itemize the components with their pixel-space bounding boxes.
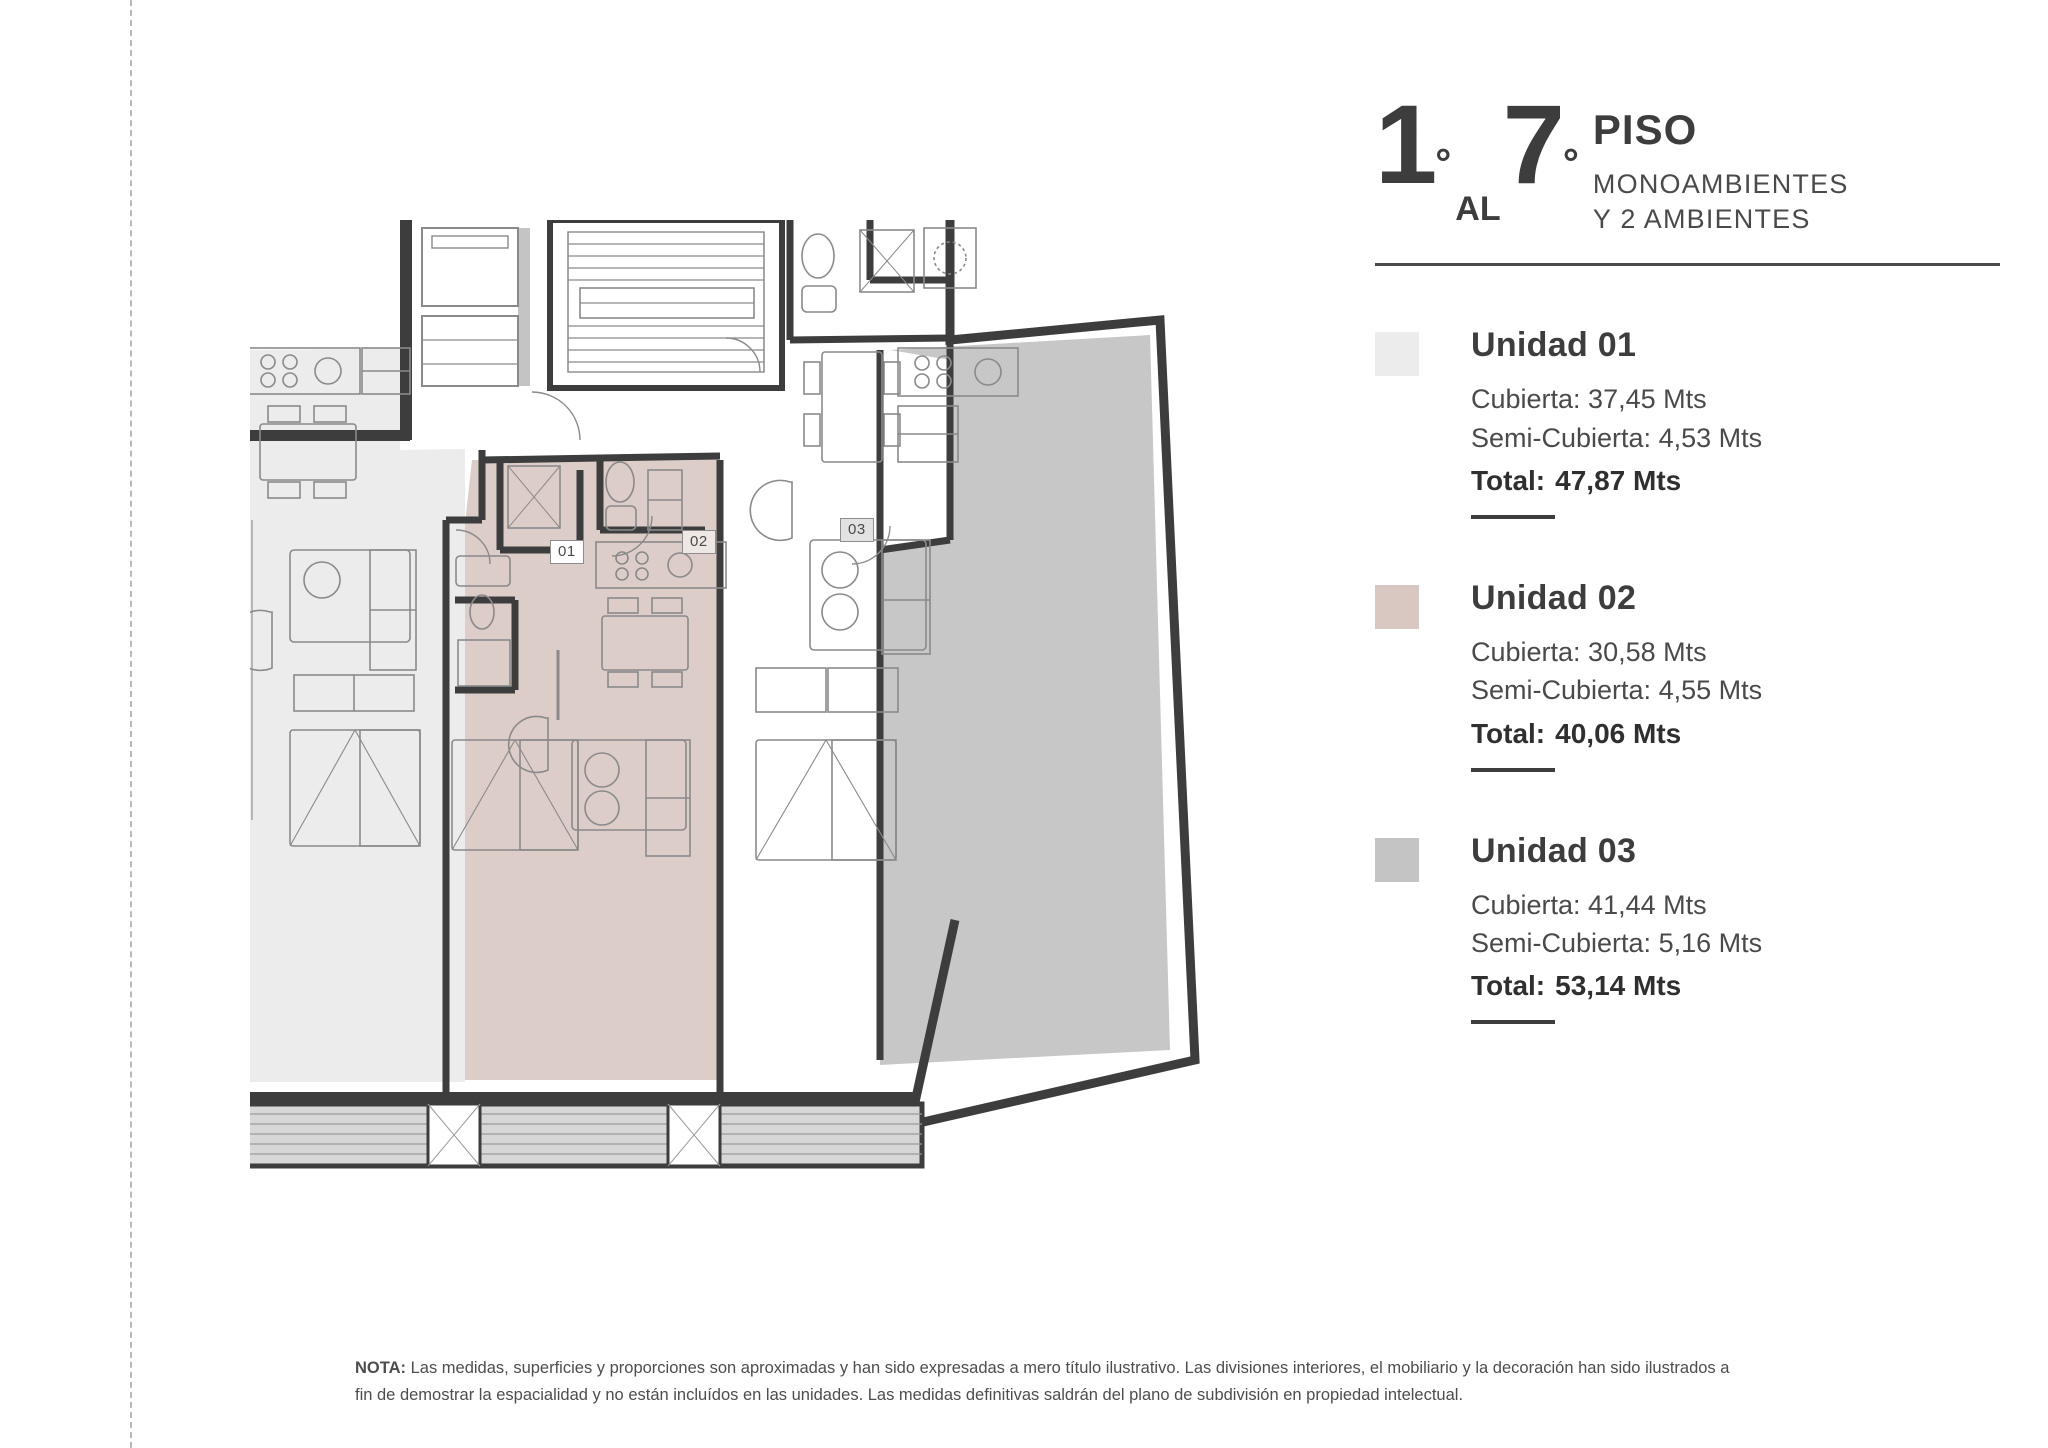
legend-swatch-unidad-03: [1375, 838, 1419, 882]
unit-03-area: [880, 335, 1170, 1065]
legend-item-unidad-03: [1375, 831, 1995, 1025]
footer-note: [355, 1355, 1745, 1409]
floor-from-number: 1: [1375, 82, 1436, 207]
footer-note-text: Las medidas, superficies y proporciones son aproximadas y han sido expresadas a mero título ilustrativo. Las divisiones interiores, el mobiliario y la decoración han sido ilustrados a fin de demostrar la espacialidad y no están incluídos en las unidades. Las medidas definitivas saldrán del plano de subdivisión en propiedad intelectual.: [355, 1359, 1730, 1405]
legend-cubierta-unidad-02: Cubierta: 30,58 Mts: [1471, 636, 1707, 667]
legend-total-unidad-01: [1471, 465, 1995, 497]
legend-swatch-unidad-01: [1375, 332, 1419, 376]
legend-title-unidad-03: Unidad 03: [1471, 831, 1637, 870]
floor-heading: [1375, 82, 1995, 237]
wall-segment: [250, 430, 410, 441]
legend-underline-02: [1471, 768, 1555, 772]
legend-total-unidad-02: [1471, 718, 1995, 750]
legend-semicubierta-unidad-01: Semi-Cubierta: 4,53 Mts: [1471, 422, 1763, 453]
legend-cubierta-unidad-03: Cubierta: 41,44 Mts: [1471, 889, 1707, 920]
legend-semicubierta-unidad-03: Semi-Cubierta: 5,16 Mts: [1471, 927, 1763, 958]
balcony-decking: [250, 1104, 922, 1166]
plan-tag-unit-03: 03: [840, 518, 874, 542]
legend-underline-03: [1471, 1020, 1555, 1024]
floor-to-number: 7: [1502, 82, 1563, 207]
subtitle-line-1: MONOAMBIENTES: [1592, 169, 1849, 199]
floor-to-group: [1502, 82, 1579, 207]
legend-title-unidad-01: Unidad 01: [1471, 326, 1637, 365]
floor-range-al: AL: [1455, 190, 1501, 229]
subtitle-line-2: Y 2 AMBIENTES: [1592, 204, 1811, 235]
legend-total-label-03: Total:: [1471, 970, 1546, 1002]
floor-plan-drawing: [250, 220, 1290, 1180]
fold-dashed-line: [130, 0, 132, 1448]
legend-item-unidad-01: [1375, 328, 1995, 519]
floor-from-group: [1375, 82, 1452, 207]
legend-total-unidad-03: [1471, 970, 1995, 1002]
plan-tag-unit-01: 01: [550, 540, 584, 564]
legend-underline-01: [1471, 515, 1555, 519]
legend-panel: [1375, 82, 1995, 1024]
legend-total-label-01: Total:: [1471, 464, 1546, 496]
legend-total-value-03: 53,14 Mts: [1555, 970, 1682, 1002]
legend-cubierta-unidad-01: Cubierta: 37,45 Mts: [1471, 384, 1707, 415]
legend-total-label-02: Total:: [1471, 717, 1546, 749]
legend-semicubierta-unidad-02: Semi-Cubierta: 4,55 Mts: [1471, 675, 1763, 706]
degree-symbol-2: °: [1562, 141, 1579, 186]
legend-title-unidad-02: Unidad 02: [1471, 578, 1637, 617]
core-area: [400, 220, 780, 450]
footer-note-prefix: NOTA:: [355, 1359, 407, 1377]
plan-tag-unit-02: 02: [682, 530, 716, 554]
degree-symbol-1: °: [1435, 141, 1452, 186]
unit-01-area: [250, 348, 465, 1082]
piso-label: PISO: [1592, 106, 1698, 153]
legend-swatch-unidad-02: [1375, 585, 1419, 629]
header-divider: [1375, 263, 2000, 266]
wall-segment: [400, 220, 412, 440]
legend-total-value-01: 47,87 Mts: [1555, 464, 1682, 496]
piso-block: [1579, 95, 1849, 237]
legend-item-unidad-02: [1375, 578, 1995, 772]
floor-plan: [250, 220, 1290, 1180]
legend-total-value-02: 40,06 Mts: [1555, 717, 1682, 749]
